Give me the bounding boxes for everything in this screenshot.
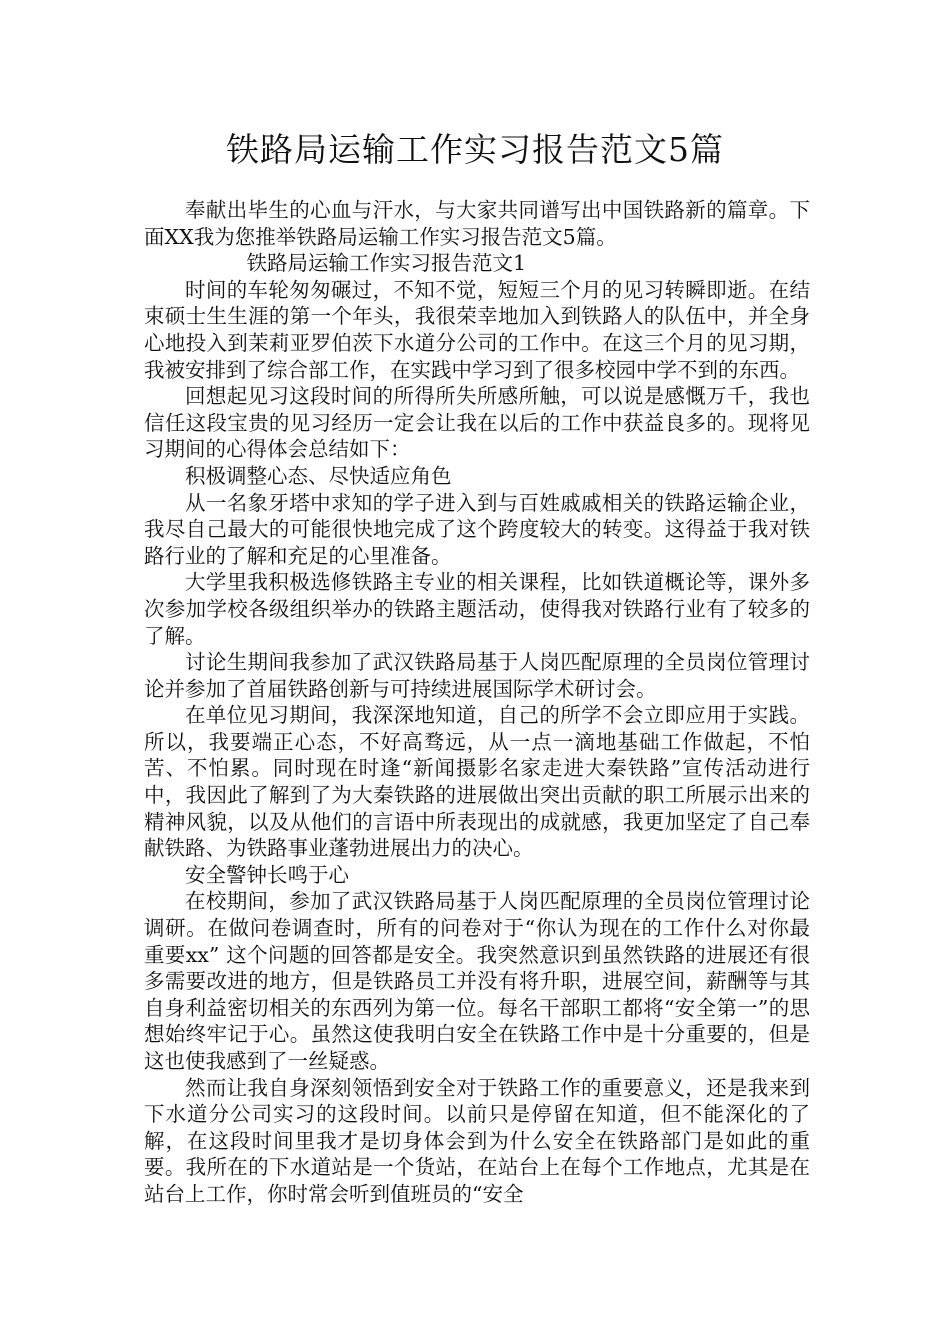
paragraph: 在校期间，参加了武汉铁路局基于人岗匹配原理的全员岗位管理讨论调研。在做问卷调查时，所有的问卷对于“你认为现在的工作什么对你最重要xx” 这个问题的回答都是安全。我突然意识到虽然铁路的进展还有很多需要改进的地方，但是铁路员工并没有将升职，进展空间，薪酬等与其自身利益密切相关的东西列为第一位。每名干部职工都将“安全第一”的思想始终牢记于心。虽然这使我明白安全在铁路工作中是十分重要的，但是这也使我感到了一丝疑惑。	[144, 889, 810, 1073]
section-heading: 安全警钟长鸣于心	[185, 862, 349, 887]
document-body	[144, 197, 810, 1208]
paragraph: 然而让我自身深刻领悟到安全对于铁路工作的重要意义，还是我来到下水道分公司实习的这段时间。以前只是停留在知道，但不能深化的了解，在这段时间里我才是切身体会到为什么安全在铁路部门是如此的重要。我所在的下水道站是一个货站，在站台上在每个工作地点，尤其是在站台上工作，你时常会听到值班员的“安全	[144, 1075, 810, 1206]
paragraph: 时间的车轮匆匆碾过，不知不觉，短短三个月的见习转瞬即逝。在结束硕士生生涯的第一个年头，我很荣幸地加入到铁路人的队伍中，并全身心地投入到茉莉亚罗伯茨下水道分公司的工作中。在这三个月的见习期，我被安排到了综合部工作，在实践中学习到了很多校园中学不到的东西。	[144, 277, 810, 382]
section-heading: 积极调整心态、尽快适应角色	[185, 463, 452, 488]
paragraph-intro: 奉献出毕生的心血与汗水，与大家共同谱写出中国铁路新的篇章。下面XX我为您推举铁路局运输工作实习报告范文5篇。	[144, 198, 810, 249]
section-subtitle: 铁路局运输工作实习报告范文1	[246, 251, 527, 276]
document-title: 铁路局运输工作实习报告范文5篇	[226, 130, 724, 169]
paragraph: 大学里我积极选修铁路主专业的相关课程，比如铁道概论等，课外多次参加学校各级组织举办的铁路主题活动，使得我对铁路行业有了较多的了解。	[144, 570, 810, 648]
paragraph: 回想起见习这段时间的所得所失所感所触，可以说是感慨万千，我也信任这段宝贵的见习经历一定会让我在以后的工作中获益良多的。现将见习期间的心得体会总结如下：	[144, 384, 810, 462]
paragraph: 讨论生期间我参加了武汉铁路局基于人岗匹配原理的全员岗位管理讨论并参加了首届铁路创新与可持续进展国际学术研讨会。	[144, 650, 810, 701]
paragraph: 在单位见习期间，我深深地知道，自己的所学不会立即应用于实践。所以，我要端正心态，不好高骛远，从一点一滴地基础工作做起，不怕苦、不怕累。同时现在时逢“新闻摄影名家走进大秦铁路”宣传活动进行中，我因此了解到了为大秦铁路的进展做出突出贡献的职工所展示出来的精神风貌，以及从他们的言语中所表现出的成就感，我更加坚定了自己奉献铁路、为铁路事业蓬勃进展出力的决心。	[144, 703, 810, 861]
paragraph: 从一名象牙塔中求知的学子进入到与百姓戚戚相关的铁路运输企业，我尽自己最大的可能很快地完成了这个跨度较大的转变。这得益于我对铁路行业的了解和充足的心里准备。	[144, 490, 810, 568]
